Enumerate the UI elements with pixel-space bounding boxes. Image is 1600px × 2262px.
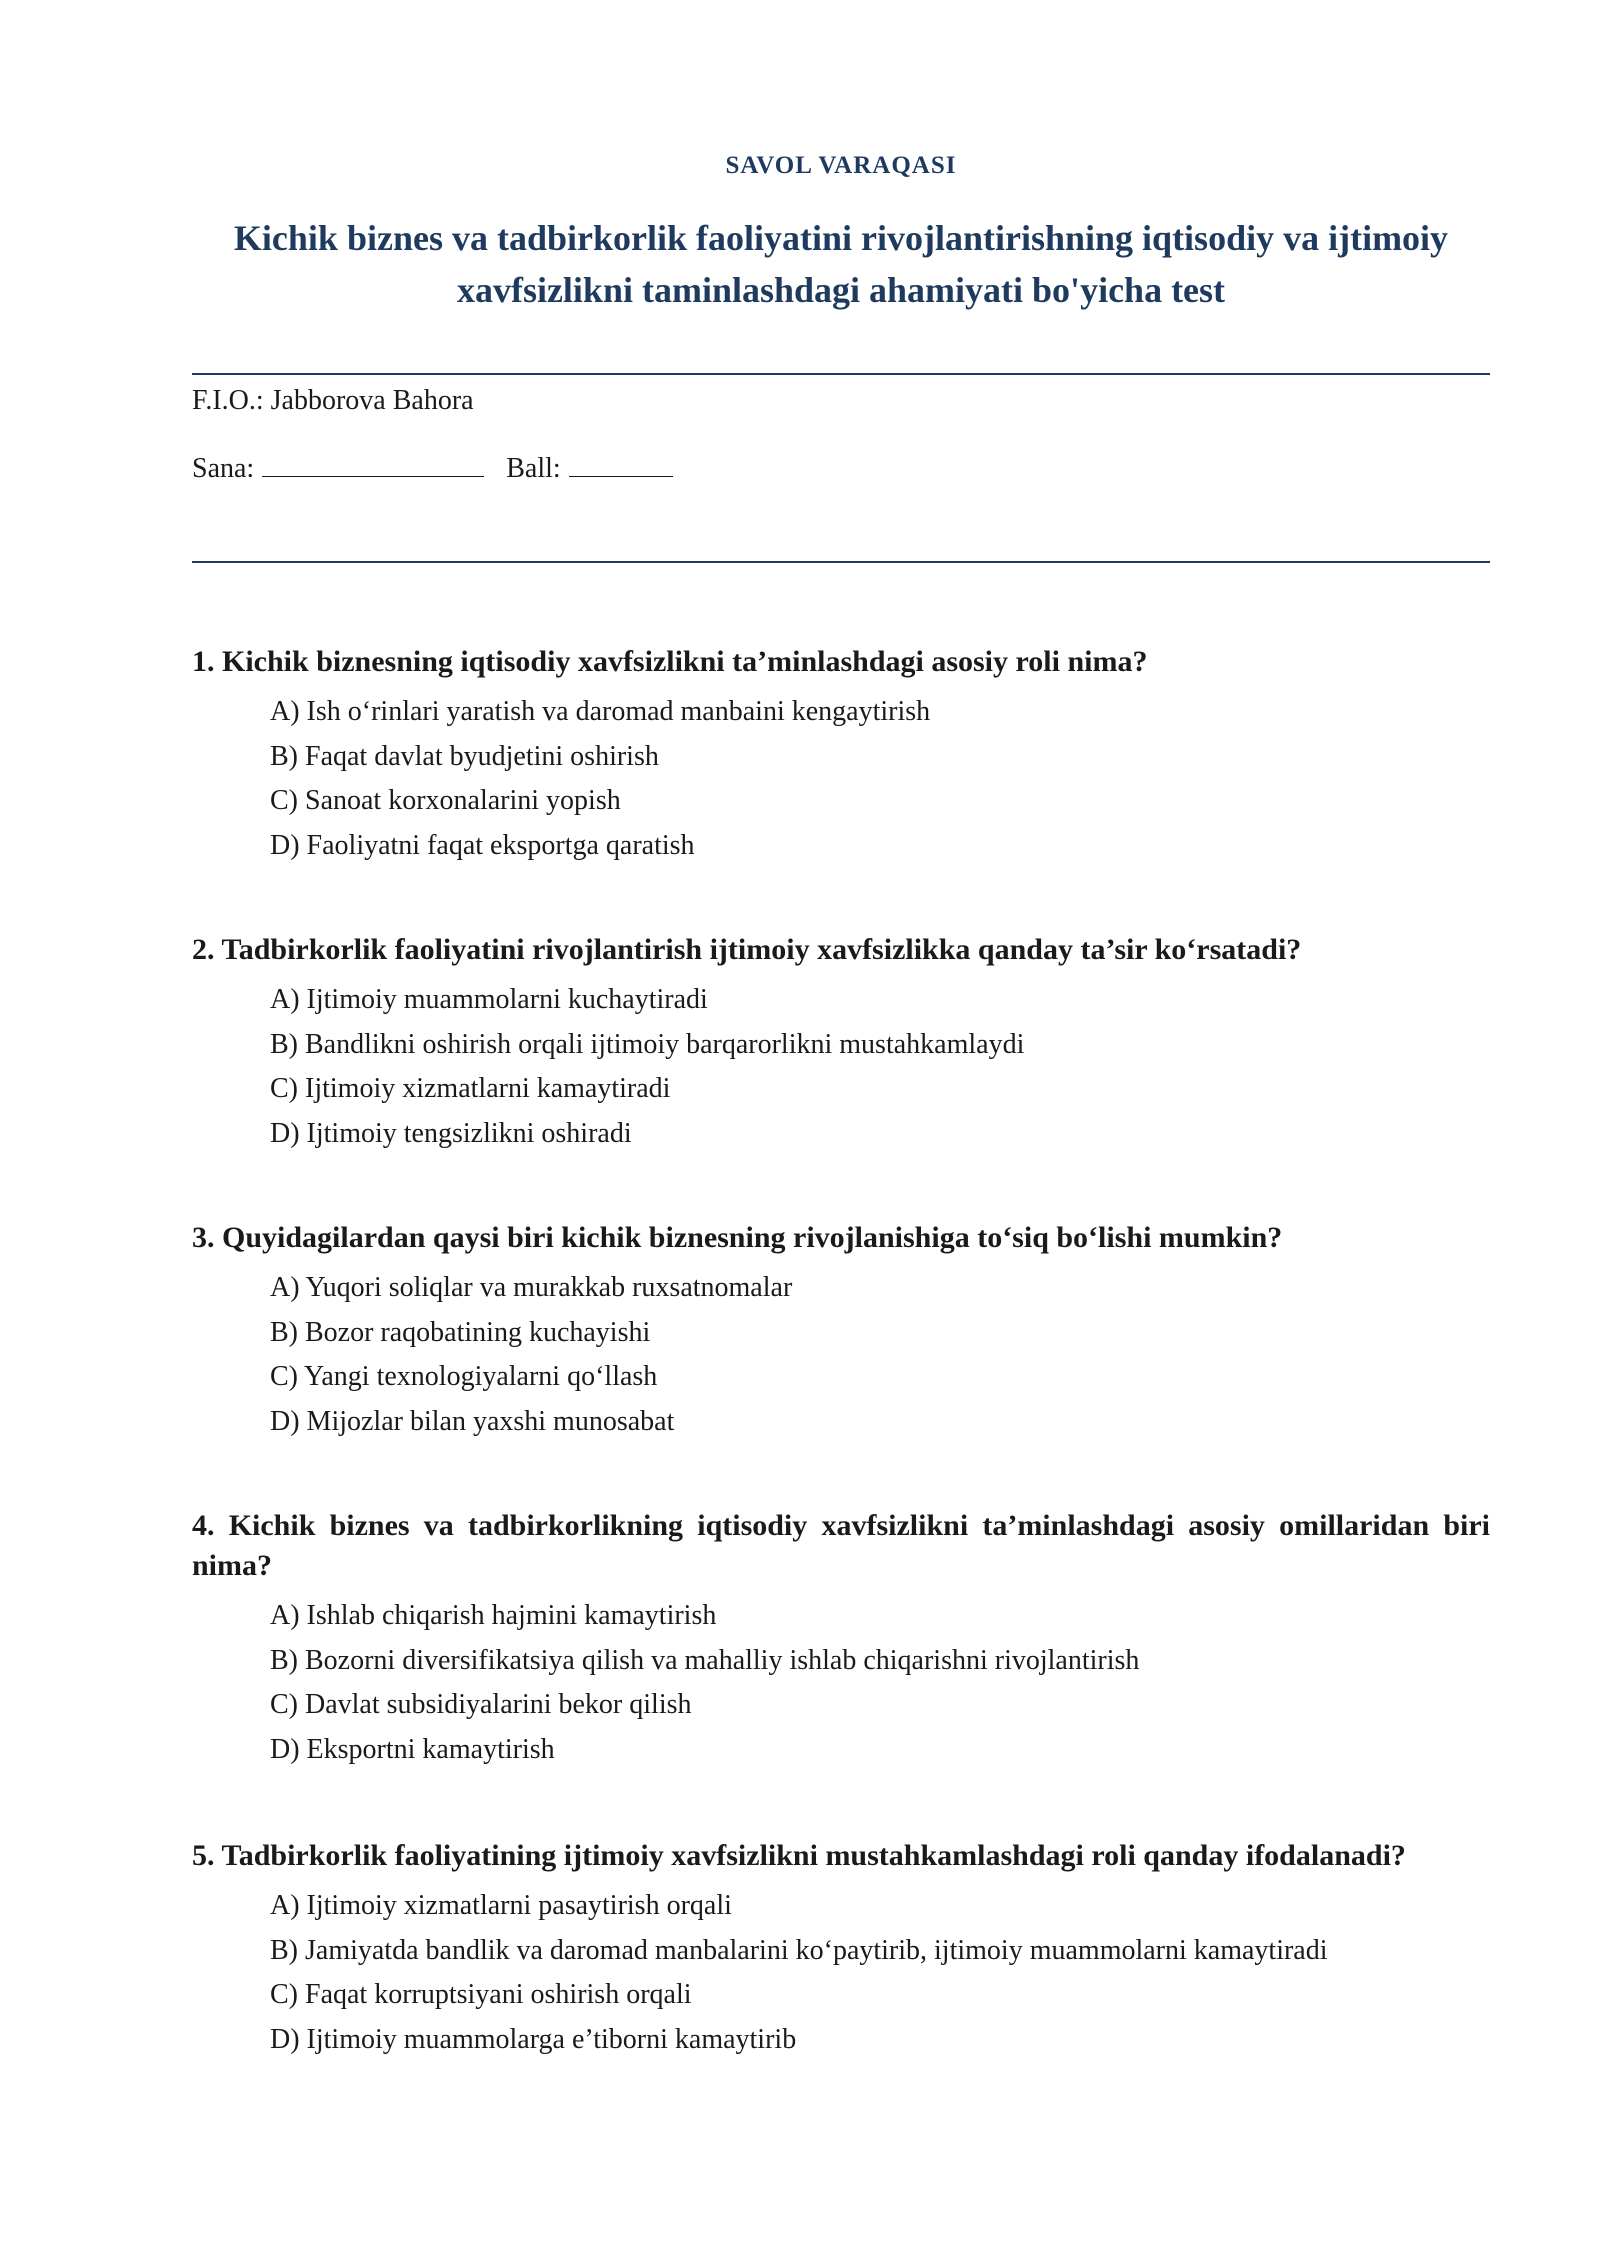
option-c: C) Yangi texnologiyalarni qo‘llash xyxy=(270,1361,658,1392)
option-a: A) Ijtimoiy muammolarni kuchaytiradi xyxy=(270,984,708,1015)
question-text: 4. Kichik biznes va tadbirkorlikning iqtisodiy xavfsizlikni ta’minlashdagi asosiy omillaridan biri nima? xyxy=(192,1509,1490,1582)
title-line-2: xavfsizlikni taminlashdagi ahamiyati bo'yicha test xyxy=(456,270,1226,310)
header-divider-top xyxy=(192,373,1490,375)
option-b: B) Bandlikni oshirish orqali ijtimoiy barqarorlikni mustahkamlaydi xyxy=(270,1028,1025,1060)
option-c: C) Davlat subsidiyalarini bekor qilish xyxy=(270,1689,692,1720)
score-label: Ball: xyxy=(506,453,561,484)
option-b: B) Bozorni diversifikatsiya qilish va mahalliy ishlab chiqarishni rivojlantirish xyxy=(270,1644,1140,1676)
date-score-line xyxy=(192,450,673,485)
option-d: D) Ijtimoiy muammolarga e’tiborni kamaytirib xyxy=(270,2023,797,2055)
option-a: A) Ishlab chiqarish hajmini kamaytirish xyxy=(270,1600,717,1631)
question-5 xyxy=(192,1836,1490,2062)
option-d: D) Ijtimoiy tengsizlikni oshiradi xyxy=(270,1117,632,1149)
date-label: Sana: xyxy=(192,453,255,484)
question-text: 3. Quyidagilardan qaysi biri kichik biznesning rivojlanishiga to‘siq bo‘lishi mumkin? xyxy=(192,1221,1283,1254)
question-2 xyxy=(192,930,1490,1156)
question-text: 5. Tadbirkorlik faoliyatining ijtimoiy xavfsizlikni mustahkamlashdagi roli qanday ifodalanadi? xyxy=(192,1839,1406,1872)
option-d: D) Eksportni kamaytirish xyxy=(270,1733,555,1765)
question-text: 2. Tadbirkorlik faoliyatini rivojlantirish ijtimoiy xavfsizlikka qanday ta’sir ko‘rsatadi? xyxy=(192,933,1302,966)
document-eyebrow: SAVOL VARAQASI xyxy=(725,152,957,179)
option-b: B) Faqat davlat byudjetini oshirish xyxy=(270,740,659,772)
header-divider-bottom xyxy=(192,561,1490,563)
student-name: F.I.O.: Jabborova Bahora xyxy=(192,385,474,416)
option-a: A) Ish o‘rinlari yaratish va daromad manbaini kengaytirish xyxy=(270,696,931,727)
option-a: A) Ijtimoiy xizmatlarni pasaytirish orqali xyxy=(270,1890,732,1921)
document-title xyxy=(192,212,1490,316)
option-b: B) Jamiyatda bandlik va daromad manbalarini ko‘paytirib, ijtimoiy muammolarni kamaytiradi xyxy=(270,1934,1328,1966)
option-a: A) Yuqori soliqlar va murakkab ruxsatnomalar xyxy=(270,1272,793,1303)
option-c: C) Faqat korruptsiyani oshirish orqali xyxy=(270,1979,692,2010)
question-1 xyxy=(192,642,1490,868)
option-c: C) Ijtimoiy xizmatlarni kamaytiradi xyxy=(270,1073,671,1104)
option-d: D) Mijozlar bilan yaxshi munosabat xyxy=(270,1405,675,1437)
question-3 xyxy=(192,1218,1490,1444)
option-b: B) Bozor raqobatining kuchayishi xyxy=(270,1316,651,1348)
title-line-1: Kichik biznes va tadbirkorlik faoliyatini rivojlantirishning iqtisodiy va ijtimoiy xyxy=(233,218,1449,258)
option-c: C) Sanoat korxonalarini yopish xyxy=(270,785,621,816)
date-blank xyxy=(262,450,484,477)
question-text: 1. Kichik biznesning iqtisodiy xavfsizlikni ta’minlashdagi asosiy roli nima? xyxy=(192,645,1148,678)
score-blank xyxy=(569,450,673,477)
question-4 xyxy=(192,1506,1490,1772)
option-d: D) Faoliyatni faqat eksportga qaratish xyxy=(270,829,695,861)
